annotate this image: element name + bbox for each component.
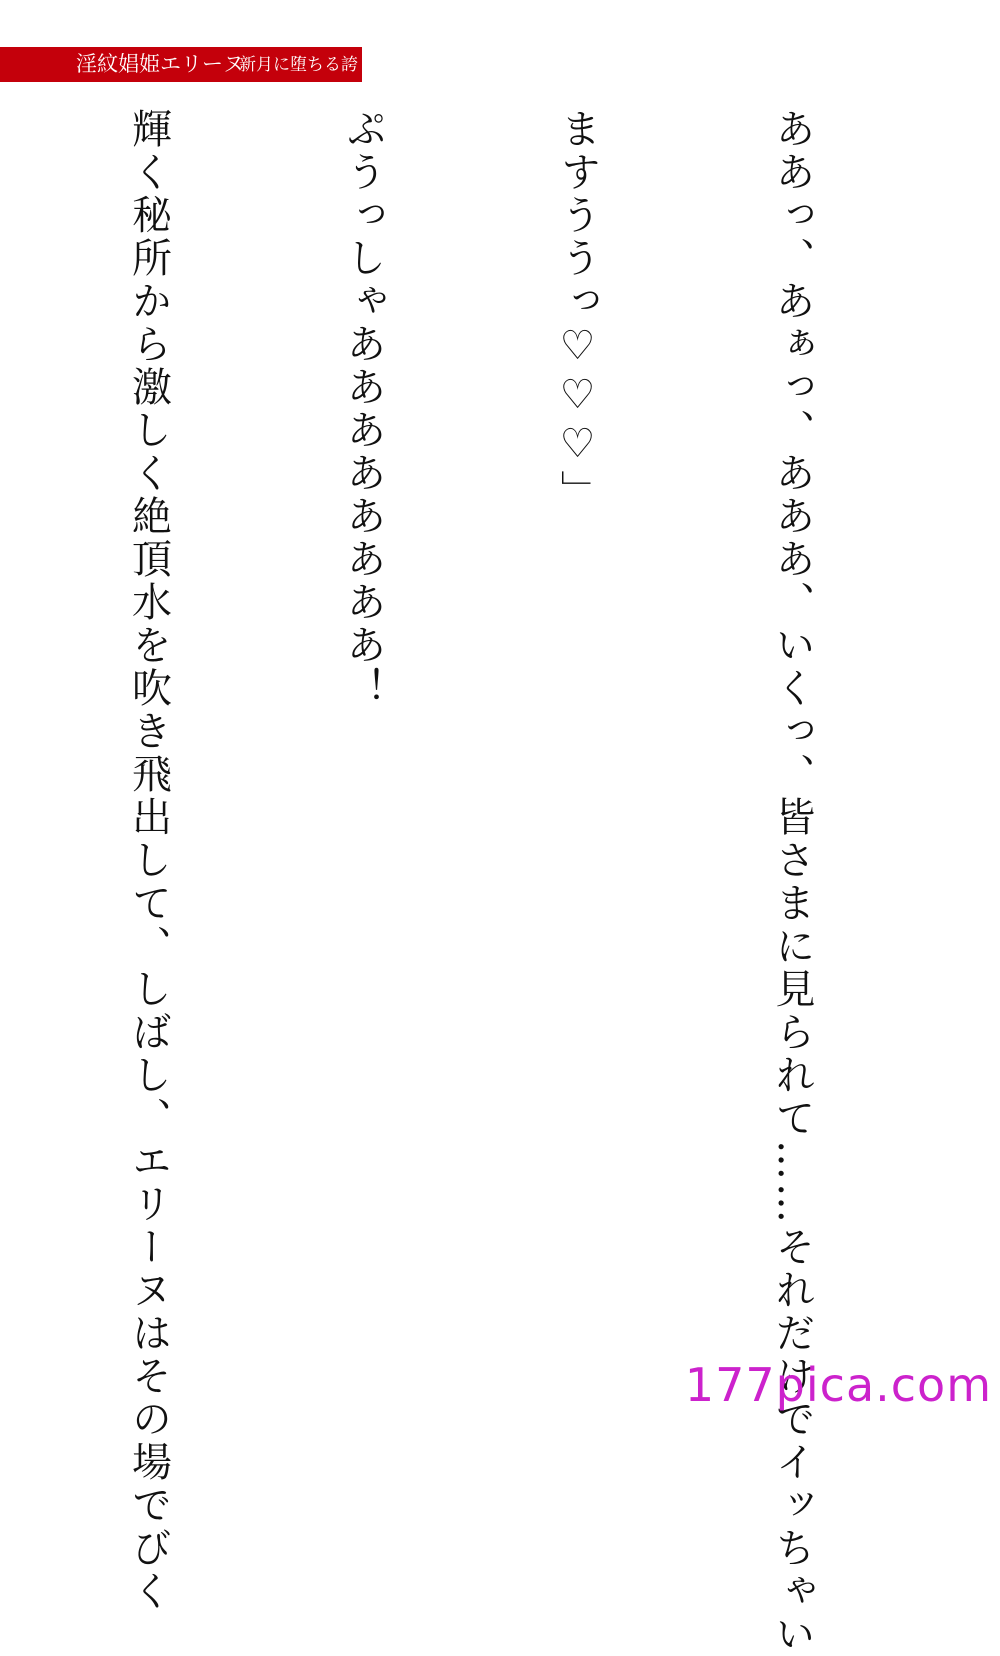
text-line: ますううっ♡♡♡」	[554, 108, 601, 513]
book-subtitle: 新月に堕ちる誇り	[239, 55, 375, 75]
watermark-text: 177pica.com	[684, 1358, 992, 1412]
text-line: ぷうっしゃああああああああ！	[340, 108, 386, 710]
text-line: 輝く秘所から激しく絶頂水を吹き飛出して、しばし、エリーヌはその場でびく	[125, 108, 172, 1613]
vertical-body-text	[0, 108, 970, 1656]
chapter-header-bar	[0, 47, 375, 82]
text-line: ああっ、あぁっ、あああ、いくっ、皆さまに見られて……それだけでイッちゃい	[769, 108, 815, 1656]
book-title: 淫紋娼姫エリーヌ	[76, 52, 244, 76]
